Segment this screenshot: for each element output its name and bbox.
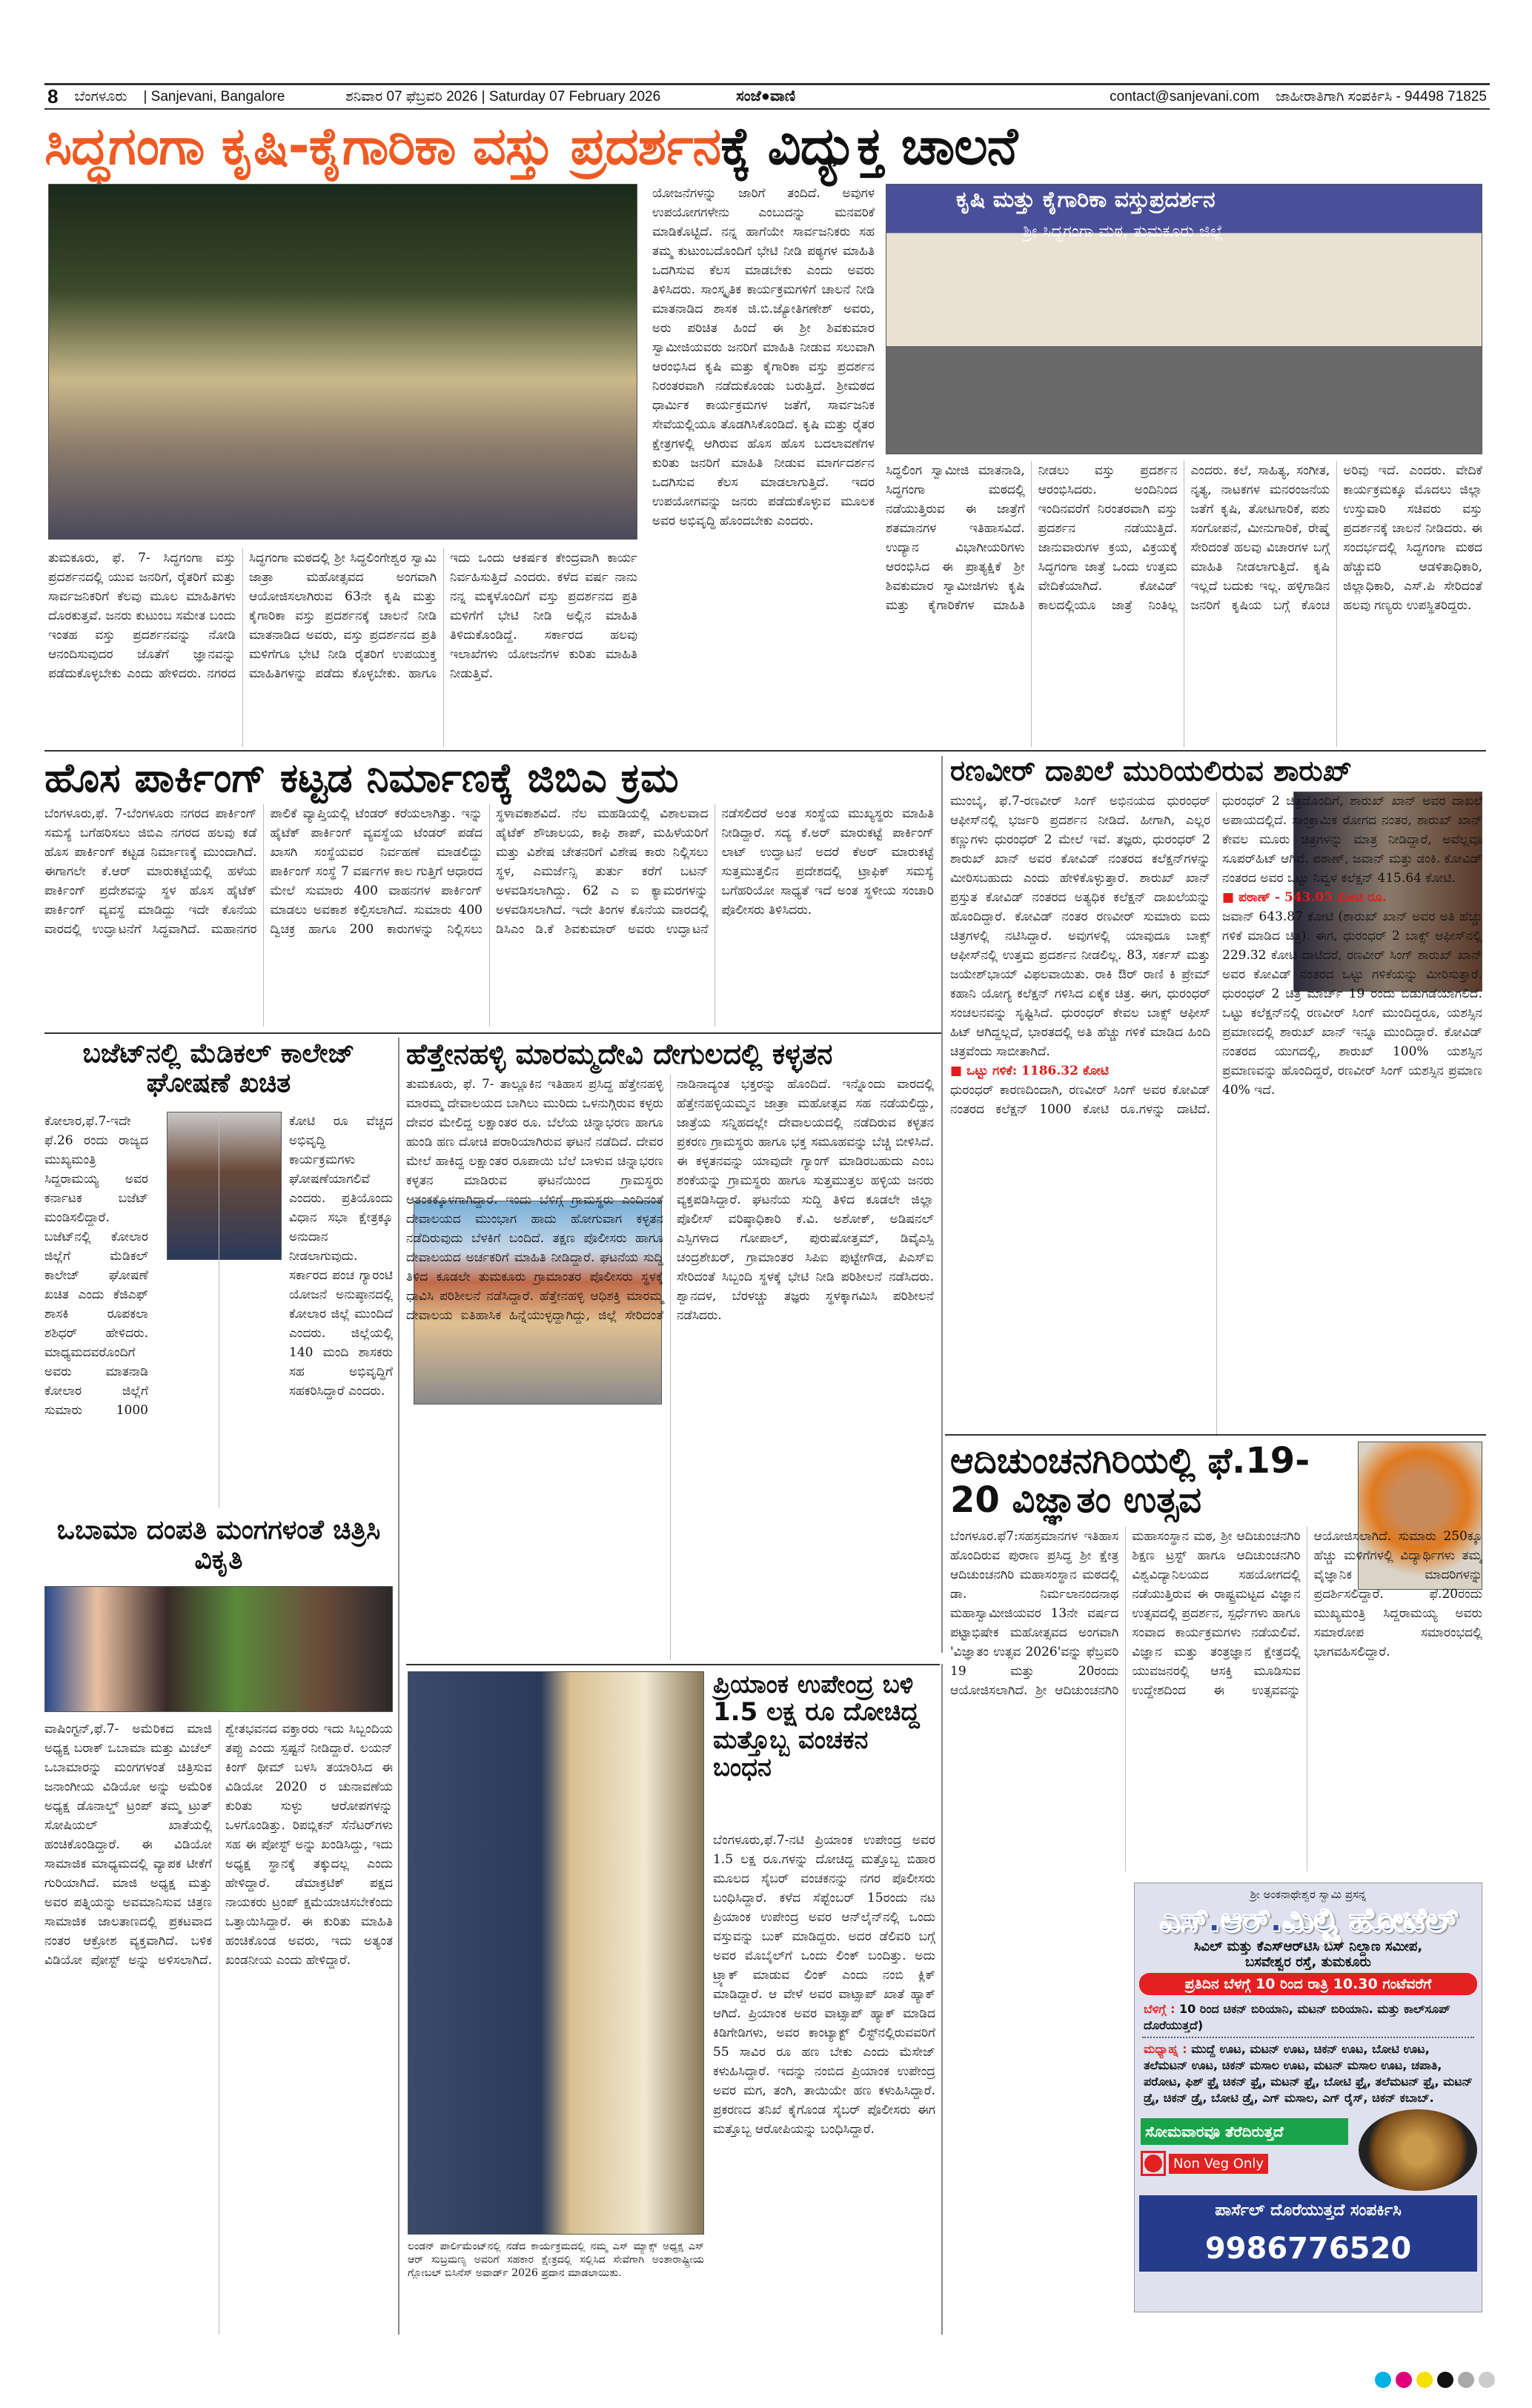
lead-headline-orange: ಸಿದ್ಧಗಂಗಾ ಕೃಷಿ-ಕೈಗಾರಿಕಾ ವಸ್ತು ಪ್ರದರ್ಶನ — [44, 116, 721, 176]
divider — [44, 750, 1486, 752]
ranveer-body — [950, 792, 1482, 1436]
page-header — [44, 83, 1490, 110]
ad-morning-menu — [1135, 1998, 1482, 2037]
ad-hotel-name: ಎಸ್.ಆರ್.ಮಿಲ್ಟ್ರಿ ಹೋಟೆಲ್ — [1158, 1901, 1458, 1939]
parking-body: ಬೆಂಗಳೂರು,ಫೆ. 7-ಬೆಂಗಳೂರು ನಗರದ ಪಾರ್ಕಿಂಗ್ ಸಮಸ್ಯೆ ಬಗೆಹರಿಸಲು ಜಿಬಿಎ ನಗರದ ಹಲವು ಕಡೆ ಹೊಸ ಪಾರ್ಕಿಂಗ್ ಕಟ್ಟಡ ನಿರ್ಮಾಣಕ್ಕೆ ಮುಂದಾಗಿದೆ. ಈಗಾಗಲೇ ಕೆ.ಆರ್ ಮಾರುಕಟ್ಟೆಯಲ್ಲಿ ಹಳೆಯ ಪಾರ್ಕಿಂಗ್ ಪ್ರದೇಶವನ್ನು ಸ್ಥಳ ಹೊಸ ಹೈಟೆಕ್ ಪಾರ್ಕಿಂಗ್ ವ್ಯವಸ್ಥೆ ಮಾಡಿದ್ದು ಇದೇ ಕೊನೆಯ ವಾರದಲ್ಲಿ ಉದ್ಘಾಟನೆಗೆ ಸಿದ್ಧವಾಗಿದೆ. ಮಹಾನಗರ ಪಾಲಿಕೆ ವ್ಯಾಪ್ತಿಯಲ್ಲಿ ಟೆಂಡರ್ ಕರೆಯಲಾಗಿತ್ತು. ಇನ್ನು ಹೈಟೆಕ್ ಪಾರ್ಕಿಂಗ್ ವ್ಯವಸ್ಥೆಯ ಟೆಂಡರ್ ಪಡೆದ ಖಾಸಗಿ ಸಂಸ್ಥೆಯವರ ನಿರ್ವಹಣೆ ಮಾಡಲಿದ್ದು ಪಾರ್ಕಿಂಗ್ ಸಂಸ್ಥೆ 7 ವರ್ಷಗಳ ಕಾಲ ಗುತ್ತಿಗೆ ಆಧಾರದ ಮೇಲೆ ಸುಮಾರು 400 ವಾಹನಗಳ ಪಾರ್ಕಿಂಗ್ ಮಾಡಲು ಅವಕಾಶ ಕಲ್ಪಿಸಲಾಗಿದೆ. ಸುಮಾರು 400 ದ್ವಿಚಕ್ರ ಹಾಗೂ 200 ಕಾರುಗಳನ್ನು ನಿಲ್ಲಿಸಲು ಸ್ಥಳಾವಕಾಶವಿದೆ. ನೆಲ ಮಹಡಿಯಲ್ಲಿ ವಿಶಾಲವಾದ ಹೈಟೆಕ್ ಶೌಚಾಲಯ, ಕಾಫಿ ಶಾಪ್, ಮಹಿಳೆಯರಿಗೆ ಮತ್ತು ವಿಶೇಷ ಚೇತನರಿಗೆ ವಿಶೇಷ ಕಾರು ನಿಲ್ಲಿಸಲು ಸ್ಥಳ, ಎಮರ್ಜೆನ್ಸಿ ತುರ್ತು ಕರೆಗೆ ಬಟನ್ ಅಳವಡಿಸಲಾಗಿದ್ದು. 62 ಎ ಐ ಕ್ಯಾಮರಗಳನ್ನು ಅಳವಡಿಸಲಾಗಿದೆ. ಇದೇ ತಿಂಗಳ ಕೊನೆಯ ವಾರದಲ್ಲಿ ಡಿಸಿಎಂ ಡಿ.ಕೆ ಶಿವಕುಮಾರ್ ಅವರು ಉದ್ಘಾಟನೆ ನಡೆಸಲಿದರೆ ಅಂತ ಸಂಸ್ಥೆಯ ಮುಖ್ಯಸ್ಥರು ಮಾಹಿತಿ ನೀಡಿದ್ದಾರೆ. ಸದ್ಯ ಕೆ.ಅರ್ ಮಾರುಕಟ್ಟೆ ಪಾರ್ಕಿಂಗ್ ಲಾಟ್ ಉದ್ಘಾಟನೆ ಅದರೆ ಕೆಅರ್ ಮಾರುಕಟ್ಟೆ ಸುತ್ತಮುತ್ತಲಿನ ಪ್ರದೇಶದಲ್ಲಿ ಟ್ರಾಫಿಕ್ ಸಮಸ್ಯೆ ಬಗೆಹರಿಯೋ ಸಾಧ್ಯತೆ ಇದೆ ಅಂತ ಸ್ಥಳೀಯ ಸಂಚಾರಿ ಪೊಲೀಸರು ತಿಳಿಸಿದರು. — [44, 806, 934, 937]
ad-morning-label: ಬೆಳಿಗ್ಗೆ : — [1144, 2002, 1175, 2016]
ad-parcel: ಪಾರ್ಸೆಲ್ ದೊರೆಯುತ್ತದೆ ಸಂಪರ್ಕಿಸಿ — [1139, 2195, 1477, 2226]
ranveer-subhead-total: ■ ಒಟ್ಟು ಗಳಿಕೆ: 1186.32 ಕೋಟಿ — [950, 1064, 1110, 1078]
ranveer-body-2: ಧುರಂಧರ್ ಕಾರಣದಿಂದಾಗಿ, ರಣವೀರ್ ಸಿಂಗ್ ಅವರ ಕೋವಿಡ್ ನಂತರದ ಕಲೆಕ್ಷನ್ 1000 ಕೋಟಿ ರೂ.ಗಳನ್ನು ದಾಟಿದೆ. ಧುರಂಧರ್ 2 ಚಿತ್ರದೊಂದಿಗೆ, ಶಾರುಖ್ ಖಾನ್ ಅವರ ದಾಖಲೆ ಅಪಾಯದಲ್ಲಿದೆ. ಸಾಂಕ್ರಾಮಿಕ ರೋಗದ ನಂತರ, ಶಾರುಖ್ ಖಾನ್ ಕೇವಲ ಮೂರು ಚಿತ್ರಗಳನ್ನು ಮಾತ್ರ ನೀಡಿದ್ದಾರೆ, ಅವೆಲ್ಲವೂ ಸೂಪರ್‌ಹಿಟ್ ಆಗಿವೆ. ಪಠಾಣ್, ಜವಾನ್ ಮತ್ತು ಡಂಕಿ. ಕೋವಿಡ್ ನಂತರದ ಅವರ ಒಟ್ಟು ನಿವ್ವಳ ಕಲೆಕ್ಷನ್ 415.64 ಕೋಟಿ. — [950, 794, 1482, 1117]
obama-headline: ಒಬಾಮಾ ದಂಪತಿ ಮಂಗಗಳಂತೆ ಚಿತ್ರಿಸಿ ವಿಕೃತಿ — [56, 1515, 381, 1575]
column-divider — [398, 1038, 399, 2335]
non-veg-icon — [1141, 2151, 1166, 2176]
column-divider — [941, 756, 943, 1653]
lead-body-mid: ಯೋಜನೆಗಳನ್ನು ಜಾರಿಗೆ ತಂದಿದೆ. ಅವುಗಳ ಉಪಯೋಗಗಳೇನು ಎಂಬುದನ್ನು ಮನವರಿಕೆ ಮಾಡಿಕೊಟ್ಟಿದೆ. ನನ್ನ ಹಾಗೆಯೇ ಸಾರ್ವಜನಿಕರು ಸಹ ತಮ್ಮ ಕುಟುಂಬದೊಂದಿಗೆ ಭೇಟಿ ನೀಡಿ ಪಠ್ಯಗಳ ಮಾಹಿತಿ ಒದಗಿಸುವ ಕೆಲಸ ಮಾಡಬೇಕು ಎಂದು ಅವರು ತಿಳಿಸಿದರು. ಸಾಂಸ್ಕೃತಿಕ ಕಾರ್ಯಕ್ರಮಗಳಿಗೆ ಚಾಲನೆ ನೀಡಿ ಮಾತನಾಡಿದ ಶಾಸಕ ಜಿ.ಬಿ.ಜ್ಯೋತಿಗಣೇಶ್ ಅವರು, ಅರು ಪರಿಚಿತ ಹಿಂದೆ ಈ ಶ್ರೀ ಶಿವಕುಮಾರ ಸ್ವಾಮೀಜಿಯವರು ಜನರಿಗೆ ಮಾಹಿತಿ ನೀಡುವ ಸಲುವಾಗಿ ಆರಂಭಿಸಿದ ಕೃಷಿ ಮತ್ತು ಕೈಗಾರಿಕಾ ವಸ್ತು ಪ್ರದರ್ಶನ ನಿರಂತರವಾಗಿ ನಡೆದುಕೊಂಡು ಬರುತ್ತಿದೆ. ಶ್ರೀಮಠದ ಧಾರ್ಮಿಕ ಕಾರ್ಯಕ್ರಮಗಳ ಜತೆಗೆ, ಸಾರ್ವಜನಿಕ ಸೇವೆಯಲ್ಲಿಯೂ ತೊಡಗಿಸಿಕೊಂಡಿದೆ. ಕೃಷಿ ಮತ್ತು ರೈತರ ಕ್ಷೇತ್ರಗಳಲ್ಲಿ ಆಗಿರುವ ಹೊಸ ಹೊಸ ಬದಲಾವಣೆಗಳ ಕುರಿತು ಜನರಿಗೆ ಮಾಹಿತಿ ನೀಡುವ ಮಾರ್ಗದರ್ಶನ ಒದಗಿಸುವ ಕೆಲಸ ಮಾಡಲಾಗುತ್ತಿದೆ. ಇದರ ಉಪಯೋಗವನ್ನು ಜನರು ಪಡೆದುಕೊಳ್ಳುವ ಮೂಲಕ ಅವರ ಅಭಿವೃದ್ಧಿ ಹೊಂದಬೇಕು ಎಂದರು. — [652, 186, 875, 528]
parking-headline: ಹೊಸ ಪಾರ್ಕಿಂಗ್ ಕಟ್ಟಡ ನಿರ್ಮಾಣಕ್ಕೆ ಜಿಬಿಎ ಕ್ರಮ — [44, 754, 679, 801]
medical-body: ಕೋಲಾರ,ಫೆ.7-ಇದೇ ಫೆ.26 ರಂದು ರಾಜ್ಯದ ಮುಖ್ಯಮಂತ್ರಿ ಸಿದ್ದರಾಮಯ್ಯ ಅವರ ಕರ್ನಾಟಕ ಬಜೆಟ್ ಮಂಡಿಸಲಿದ್ದಾರೆ. ಬಜೆಟ್‌ನಲ್ಲಿ ಕೋಲಾರ ಜಿಲ್ಲೆಗೆ ಮೆಡಿಕಲ್ ಕಾಲೇಜ್ ಘೋಷಣೆ ಖಚಿತ ಎಂದು ಕೆಜಿಎಫ್ ಶಾಸಕಿ ರೂಪಕಲಾ ಶಶಿಧರ್ ಹೇಳಿದರು. ಮಾಧ್ಯಮದವರೊಂದಿಗೆ ಅವರು ಮಾತನಾಡಿ ಕೋಲಾರ ಜಿಲ್ಲೆಗೆ ಸುಮಾರು 1000 ಕೋಟಿ ರೂ ವೆಚ್ಚದ ಅಭಿವೃದ್ಧಿ ಕಾರ್ಯಕ್ರಮಗಳು ಘೋಷಣೆಯಾಗಲಿವೆ ಎಂದರು. ಪ್ರತಿಯೊಂದು ವಿಧಾನ ಸಭಾ ಕ್ಷೇತ್ರಕ್ಕೂ ಅನುದಾನ ನೀಡಲಾಗುವುದು. ಸರ್ಕಾರದ ಪಂಚ ಗ್ಯಾರಂಟಿ ಯೋಜನೆ ಅನುಷ್ಠಾನದಲ್ಲಿ ಕೋಲಾರ ಜಿಲ್ಲೆ ಮುಂದಿದೆ ಎಂದರು. ಜಿಲ್ಲೆಯಲ್ಲಿ 140 ಮಂದಿ ಶಾಸಕರು ಸಹ ಅಭಿವೃದ್ಧಿಗೆ ಸಹಕರಿಸಿದ್ದಾರೆ ಎಂದರು. — [44, 1114, 393, 1418]
divider — [406, 1664, 940, 1665]
ads-contact: ಜಾಹೀರಾತಿಗಾಗಿ ಸಂಪರ್ಕಿಸಿ - 94498 71825 — [1276, 88, 1487, 105]
ad-badge-row — [1135, 2109, 1482, 2195]
priyanka-headline: ಪ್ರಿಯಾಂಕ ಉಪೇಂದ್ರ ಬಳಿ 1.5 ಲಕ್ಷ ರೂ ದೋಚಿದ್ದ ಮತ್ತೊಬ್ಬ ವಂಚಕನ ಬಂಧನ — [713, 1670, 920, 1783]
obama-body: ವಾಷಿಂಗ್ಟನ್,ಫೆ.7- ಅಮೆರಿಕದ ಮಾಜಿ ಅಧ್ಯಕ್ಷ ಬರಾಕ್ ಒಬಾಮಾ ಮತ್ತು ಮಿಚೆಲ್ ಒಬಾಮಾರನ್ನು ಮಂಗಗಳಂತೆ ಚಿತ್ರಿಸುವ ಜನಾಂಗೀಯ ವಿಡಿಯೋ ಅನ್ನು ಅಮೆರಿಕ ಅಧ್ಯಕ್ಷ ಡೊನಾಲ್ಡ್ ಟ್ರಂಪ್ ತಮ್ಮ ಟ್ರುತ್ ಸೋಷಿಯಲ್ ಖಾತೆಯಲ್ಲಿ ಹಂಚಿಕೊಂಡಿದ್ದಾರೆ. ಈ ವಿಡಿಯೋ ಸಾಮಾಜಿಕ ಮಾಧ್ಯಮದಲ್ಲಿ ವ್ಯಾಪಕ ಟೀಕೆಗೆ ಗುರಿಯಾಗಿದೆ. ಮಾಜಿ ಅಧ್ಯಕ್ಷ ಮತ್ತು ಅವರ ಪತ್ನಿಯನ್ನು ಅವಮಾನಿಸುವ ಚಿತ್ರಣ ಸಾಮಾಜಿಕ ಜಾಲತಾಣದಲ್ಲಿ ಪ್ರಕಟವಾದ ನಂತರ ಆಕ್ರೋಶ ವ್ಯಕ್ತವಾಗಿದೆ. ಬಳಿಕ ವಿಡಿಯೋ ಪೋಸ್ಟ್ ಅನ್ನು ಅಳಿಸಲಾಗಿದೆ. ಶ್ವೇತಭವನದ ವಕ್ತಾರರು ಇದು ಸಿಬ್ಬಂದಿಯ ತಪ್ಪು ಎಂದು ಸ್ಪಷ್ಟನೆ ನೀಡಿದ್ದಾರೆ. ಲಯನ್ ಕಿಂಗ್ ಥೀಮ್ ಬಳಸಿ ತಯಾರಿಸಿದ ಈ ವಿಡಿಯೋ 2020 ರ ಚುನಾವಣೆಯ ಕುರಿತು ಸುಳ್ಳು ಆರೋಪಗಳನ್ನು ಒಳಗೊಂಡಿತ್ತು. ರಿಪಬ್ಲಿಕನ್ ಸೆನೆಟರ್‌ಗಳು ಸಹ ಈ ಪೋಸ್ಟ್ ಅನ್ನು ಖಂಡಿಸಿದ್ದು, ಇದು ಅಧ್ಯಕ್ಷ ಸ್ಥಾನಕ್ಕೆ ತಕ್ಕುದಲ್ಲ ಎಂದು ಹೇಳಿದ್ದಾರೆ. ಡೆಮಾಕ್ರಟಿಕ್ ಪಕ್ಷದ ನಾಯಕರು ಟ್ರಂಪ್ ಕ್ಷಮೆಯಾಚಿಸಬೇಕೆಂದು ಒತ್ತಾಯಿಸಿದ್ದಾರೆ. ಈ ಕುರಿತು ಮಾಹಿತಿ ಹಂಚಿಕೊಂಡ ಅವರು, ಇದು ಅತ್ಯಂತ ಖಂಡನೀಯ ಎಂದು ಹೇಳಿದ್ದಾರೆ. — [44, 1722, 393, 1968]
temple-headline: ಹೆತ್ತೇನಹಳ್ಳಿ ಮಾರಮ್ಮದೇವಿ ದೇಗುಲದಲ್ಲಿ ಕಳ್ಳತನ — [406, 1038, 833, 1070]
contact-email[interactable]: contact@sanjevani.com — [1110, 88, 1260, 105]
hotel-advertisement — [1134, 1883, 1482, 2312]
lead-banner-text: ಕೃಷಿ ಮತ್ತು ಕೈಗಾರಿಕಾ ವಸ್ತುಪ್ರದರ್ಶನ — [956, 187, 1216, 213]
medical-headline: ಬಜೆಟ್‌ನಲ್ಲಿ ಮೆಡಿಕಲ್ ಕಾಲೇಜ್ ಘೋಷಣೆ ಖಚಿತ — [82, 1038, 355, 1098]
adichunchana-body: ಬೆಂಗಳೂರ.ಫೆ7:ಸಹಸ್ರಮಾನಗಳ ಇತಿಹಾಸ ಹೊಂದಿರುವ ಪುರಾಣ ಪ್ರಸಿದ್ಧ ಶ್ರೀ ಕ್ಷೇತ್ರ ಆದಿಚುಂಚನಗಿರಿ ಮಹಾಸಂಸ್ಥಾನ ಮಠದಲ್ಲಿ ಡಾ. ನಿರ್ಮಲಾನಂದನಾಥ ಮಹಾಸ್ವಾಮೀಜಿಯವರ 13ನೇ ವರ್ಷದ ಪಟ್ಟಾಭಿಷೇಕ ಮಹೋತ್ಸವದ ಅಂಗವಾಗಿ 'ವಿಜ್ಞಾತಂ ಉತ್ಸವ 2026'ವನ್ನು ಫೆಬ್ರವರಿ 19 ಮತ್ತು 20ರಂದು ಆಯೋಜಿಸಲಾಗಿದೆ. ಶ್ರೀ ಆದಿಚುಂಚನಗಿರಿ ಮಹಾಸಂಸ್ಥಾನ ಮಠ, ಶ್ರೀ ಆದಿಚುಂಚನಗಿರಿ ಶಿಕ್ಷಣ ಟ್ರಸ್ಟ್ ಹಾಗೂ ಆದಿಚುಂಚನಗಿರಿ ವಿಶ್ವವಿದ್ಯಾನಿಲಯದ ಸಹಯೋಗದಲ್ಲಿ ನಡೆಯುತ್ತಿರುವ ಈ ರಾಷ್ಟ್ರಮಟ್ಟದ ವಿಜ್ಞಾನ ಉತ್ಸವದಲ್ಲಿ ಪ್ರದರ್ಶನ, ಸ್ಪರ್ಧೆಗಳು ಹಾಗೂ ಸಂವಾದ ಕಾರ್ಯಕ್ರಮಗಳು ನಡೆಯಲಿವೆ. ವಿಜ್ಞಾನ ಮತ್ತು ತಂತ್ರಜ್ಞಾನ ಕ್ಷೇತ್ರದಲ್ಲಿ ಯುವಜನರಲ್ಲಿ ಆಸಕ್ತಿ ಮೂಡಿಸುವ ಉದ್ದೇಶದಿಂದ ಈ ಉತ್ಸವವನ್ನು ಆಯೋಜಿಸಲಾಗಿದೆ. ಸುಮಾರು 250ಕ್ಕೂ ಹೆಚ್ಚು ಮಳಿಗೆಗಳಲ್ಲಿ ವಿದ್ಯಾರ್ಥಿಗಳು ತಮ್ಮ ವೈಜ್ಞಾನಿಕ ಮಾದರಿಗಳನ್ನು ಪ್ರದರ್ಶಿಸಲಿದ್ದಾರೆ. ಫೆ.20ರಂದು ಮುಖ್ಯಮಂತ್ರಿ ಸಿದ್ದರಾಮಯ್ಯ ಅವರು ಸಮಾರೋಪ ಸಮಾರಂಭದಲ್ಲಿ ಭಾಗವಹಿಸಲಿದ್ದಾರೆ. — [950, 1529, 1482, 1698]
ad-open-monday: ಸೋಮವಾರವೂ ತೆರೆದಿರುತ್ತದೆ — [1141, 2118, 1348, 2145]
masthead-logo: ಸಂಜೆ●ವಾಣಿ — [736, 88, 796, 105]
ad-noon-label: ಮಧ್ಯಾಹ್ನ : — [1144, 2042, 1187, 2056]
lead-banner-subtext: ಶ್ರೀ ಸಿದ್ಧಗಂಗಾ ಮಠ, ತುಮಕೂರು ಜಿಲ್ಲೆ — [1023, 222, 1224, 241]
divider — [945, 1434, 1486, 1436]
lead-photo-ribbon-cutting — [48, 184, 637, 540]
ad-noon-items: ಮುದ್ದೆ ಊಟ, ಮಟನ್ ಊಟ, ಚಿಕನ್ ಊಟ, ಬೋಟಿ ಊಟ, ತಲೆಮಟನ್ ಊಟ, ಚಿಕನ್ ಮಸಾಲ ಊಟ, ಮಟನ್ ಮಸಾಲ ಊಟ, ಚಪಾತಿ, ಪರೋಟ, ಫಿಶ್ ಫ್ರೈ ಚಿಕನ್ ಫ್ರೈ, ಮಟನ್ ಫ್ರೈ, ಬೋಟಿ ಫ್ರೈ, ತಲೆಮಟನ್ ಫ್ರೈ, ಮಟನ್ ಡ್ರೈ, ಚಿಕನ್ ಡ್ರೈ, ಬೋಟಿ ಡ್ರೈ, ಎಗ್ ಮಸಾಲ, ಎಗ್ ರೈಸ್, ಚಿಕನ್ ಕಬಾಬ್. — [1144, 2042, 1473, 2105]
award-photo-caption: ಲಂಡನ್ ಪಾರ್ಲಿಮೆಂಟ್‌ನಲ್ಲಿ ನಡೆದ ಕಾರ್ಯಕ್ರಮದಲ್ಲಿ ನಮ್ಮ ಎಸ್ ಮ್ಯಾಕ್ಸ್ ಅಧ್ಯಕ್ಷ ಎಸ್ ಆರ್ ಸುಬ್ರಮಣ್ಯ ಅವರಿಗೆ ಸಹಕಾರ ಕ್ಷೇತ್ರದಲ್ಲಿ ಸಲ್ಲಿಸಿದ ಸೇವೆಗಾಗಿ ಅಂತಾರಾಷ್ಟ್ರೀಯ ಗ್ಲೋಬಲ್ ಬಿಸಿನೆಸ್ ಅವಾರ್ಡ್ 2026 ಪ್ರದಾನ ಮಾಡಲಾಯಿತು. — [408, 2240, 704, 2279]
lead-body-right: ಸಿದ್ಧಲಿಂಗ ಸ್ವಾಮೀಜಿ ಮಾತನಾಡಿ, ಸಿದ್ಧಗಂಗಾ ಮಠದಲ್ಲಿ ನಡೆಯುತ್ತಿರುವ ಈ ಜಾತ್ರೆಗೆ ಶತಮಾನಗಳ ಇತಿಹಾಸವಿದೆ. ಉದ್ಯಾನ ವಿಭಾಗೀಯರಿಗಳು ಆರಂಭಿಸಿದ ಈ ಪ್ರಾತ್ಯಕ್ಷಿಕೆ ಶ್ರೀ ಶಿವಕುಮಾರ ಸ್ವಾಮೀಜಿಗಳು ಕೃಷಿ ಮತ್ತು ಕೈಗಾರಿಕೆಗಳ ಮಾಹಿತಿ ನೀಡಲು ವಸ್ತು ಪ್ರದರ್ಶನ ಆರಂಭಿಸಿದರು. ಅಂದಿನಿಂದ ಇಂದಿನವರೆಗೆ ನಿರಂತರವಾಗಿ ವಸ್ತು ಪ್ರದರ್ಶನ ನಡೆಯುತ್ತಿದೆ. ಜಾನುವಾರುಗಳ ಕ್ರಯ, ವಿಕ್ರಯಕ್ಕೆ ಸಿದ್ಧಗಂಗಾ ಜಾತ್ರೆ ಒಂದು ಉತ್ತಮ ವೇದಿಕೆಯಾಗಿದೆ. ಕೋವಿಡ್ ಕಾಲದಲ್ಲಿಯೂ ಜಾತ್ರೆ ನಿಂತಿಲ್ಲ ಎಂದರು. ಕಲೆ, ಸಾಹಿತ್ಯ, ಸಂಗೀತ, ನೃತ್ಯ, ನಾಟಕಗಳ ಮನರಂಜನೆಯ ಜತೆಗೆ ಕೃಷಿ, ತೋಟಗಾರಿಕೆ, ಪಶು ಸಂಗೋಪನೆ, ಮೀನುಗಾರಿಕೆ, ರೇಷ್ಮೆ ಸೇರಿದಂತೆ ಹಲವು ವಿಚಾರಗಳ ಬಗ್ಗೆ ಮಾಹಿತಿ ನೀಡಲಾಗುತ್ತಿದೆ. ಕೃಷಿ ಇಲ್ಲದೆ ಬದುಕು ಇಲ್ಲ. ಹಳ್ಳಿಗಾಡಿನ ಜನರಿಗೆ ಕೃಷಿಯ ಬಗ್ಗೆ ಕೊಂಚ ಅರಿವು ಇದೆ. ಎಂದರು. ವೇದಿಕೆ ಕಾರ್ಯಕ್ರಮಕ್ಕೂ ಮೊದಲು ಜಿಲ್ಲಾ ಉಸ್ತುವಾರಿ ಸಚಿವರು ವಸ್ತು ಪ್ರದರ್ಶನಕ್ಕೆ ಚಾಲನೆ ನೀಡಿದರು. ಈ ಸಂದರ್ಭದಲ್ಲಿ ಸಿದ್ಧಗಂಗಾ ಮಠದ ಹೆಚ್ಚುವರಿ ಆಡಳಿತಾಧಿಕಾರಿ, ಜಿಲ್ಲಾಧಿಕಾರಿ, ಎಸ್.ಪಿ ಸೇರಿದಂತೆ ಹಲವು ಗಣ್ಯರು ಉಪಸ್ಥಿತರಿದ್ದರು. — [886, 463, 1482, 613]
ad-blessing: ಶ್ರೀ ಅಂಕನಾಥೇಶ್ವರ ಸ್ವಾಮಿ ಪ್ರಸನ್ನ — [1250, 1888, 1367, 1901]
print-registration-dots — [1375, 2372, 1495, 2388]
lead-headline — [44, 113, 1490, 179]
ranveer-body-1: ಮುಂಬೈ, ಫೆ.7-ರಣವೀರ್ ಸಿಂಗ್ ಅಭಿನಯದ ಧುರಂಧರ್ ಆಫೀಸ್‌ನಲ್ಲಿ ಭರ್ಜರಿ ಪ್ರದರ್ಶನ ನೀಡಿದೆ. ಹೀಗಾಗಿ, ಎಲ್ಲರ ಕಣ್ಣುಗಳು ಧುರಂಧರ್ 2 ಮೇಲೆ ಇವೆ. ತಜ್ಞರು, ಧುರಂಧರ್ 2 ಶಾರುಖ್ ಖಾನ್ ಅವರ ಕೋವಿಡ್ ನಂತರದ ಕಲೆಕ್ಷನ್‌ಗಳನ್ನು ಮೀರಿಸಬಹುದು ಎಂದು ಹೇಳಿಕೊಳ್ಳುತ್ತಾರೆ. ಶಾರುಖ್ ಖಾನ್ ಪ್ರಸ್ತುತ ಕೋವಿಡ್ ನಂತರದ ಅತ್ಯಧಿಕ ಕಲೆಕ್ಷನ್ ದಾಖಲೆಯನ್ನು ಹೊಂದಿದ್ದಾರೆ. ಕೋವಿಡ್ ನಂತರ ರಣವೀರ್ ಸುಮಾರು ಐದು ಚಿತ್ರಗಳಲ್ಲಿ ನಟಿಸಿದ್ದಾರೆ. ಅವುಗಳಲ್ಲಿ ಯಾವುದೂ ಬಾಕ್ಸ್ ಆಫೀಸ್‌ನಲ್ಲಿ ಉತ್ತಮ ಪ್ರದರ್ಶನ ನೀಡಲಿಲ್ಲ. 83, ಸರ್ಕಸ್ ಮತ್ತು ಜಯೇಶ್‌ಭಾಯ್ ವಿಫಲವಾಯಿತು. ರಾಕಿ ಔರ್ ರಾಣಿ ಕಿ ಪ್ರೇಮ್ ಕಹಾನಿ ಯೋಗ್ಯ ಕಲೆಕ್ಷನ್ ಗಳಿಸಿದ ಏಕೈಕ ಚಿತ್ರ. ಈಗ, ಧುರಂಧರ್ ಸಂಚಲನವನ್ನು ಸೃಷ್ಟಿಸಿದೆ. ಧುರಂಧರ್ ಕೇವಲ ಬಾಕ್ಸ್ ಆಫೀಸ್ ಹಿಟ್ ಆಗಿದ್ದಲ್ಲದೆ, ಭಾರತದಲ್ಲಿ ಅತಿ ಹೆಚ್ಚು ಗಳಿಕೆ ಮಾಡಿದ ಹಿಂದಿ ಚಿತ್ರವೆಂದು ಸಾಬೀತಾಗಿದೆ. — [950, 794, 1210, 1059]
temple-body: ತುಮಕೂರು, ಫೆ. 7- ತಾಲ್ಲೂಕಿನ ಇತಿಹಾಸ ಪ್ರಸಿದ್ಧ ಹೆತ್ತೇನಹಳ್ಳಿ ಮಾರಮ್ಮ ದೇವಾಲಯದ ಬಾಗಿಲು ಮುರಿದು ಒಳನುಗ್ಗಿರುವ ಕಳ್ಳರು ದೇವರ ಮೇಲಿದ್ದ ಲಕ್ಷಾಂತರ ರೂ. ಬೆಲೆಯ ಚಿನ್ನಾಭರಣ ಹಾಗೂ ಹುಂಡಿ ಹಣ ದೋಚಿ ಪರಾರಿಯಾಗಿರುವ ಘಟನೆ ನಡೆದಿದೆ. ದೇವರ ಮೇಲೆ ಹಾಕಿದ್ದ ಲಕ್ಷಾಂತರ ರೂಪಾಯಿ ಬೆಲೆ ಬಾಳುವ ಚಿನ್ನಾಭರಣ ಕಳ್ಳತನ ಮಾಡಿರುವ ಘಟನೆಯಿಂದ ಗ್ರಾಮಸ್ಥರು ಆತಂಕಕ್ಕೊಳಗಾಗಿದ್ದಾರೆ. ಇಂದು ಬೆಳಿಗ್ಗೆ ಗ್ರಾಮಸ್ಥರು ಎಂದಿನಂತೆ ದೇವಾಲಯದ ಮುಂಭಾಗ ಹಾದು ಹೋಗುವಾಗ ಕಳ್ಳತನ ನಡೆದಿರುವುದು ಬೆಳಕಿಗೆ ಬಂದಿದೆ. ತಕ್ಷಣ ಪೊಲೀಸರು ಹಾಗೂ ದೇವಾಲಯದ ಅರ್ಚಕರಿಗೆ ಮಾಹಿತಿ ನೀಡಿದ್ದಾರೆ. ಘಟನೆಯ ಸುದ್ದಿ ತಿಳಿದ ಕೂಡಲೇ ತುಮಕೂರು ಗ್ರಾಮಾಂತರ ಪೊಲೀಸರು ಸ್ಥಳಕ್ಕೆ ಧಾವಿಸಿ ಪರಿಶೀಲನೆ ನಡೆಸಿದ್ದಾರೆ. ಹೆತ್ತೇನಹಳ್ಳಿ ಆಧಿಶಕ್ತಿ ಮಾರಮ್ಮ ದೇವಾಲಯ ಐತಿಹಾಸಿಕ ಹಿನ್ನೆಯುಳ್ಳದ್ದಾಗಿದ್ದು, ಜಿಲ್ಲೆ ಸೇರಿದಂತೆ ನಾಡಿನಾದ್ಯಂತ ಭಕ್ತರನ್ನು ಹೊಂದಿದೆ. ಇನ್ನೊಂದು ವಾರದಲ್ಲಿ ಹೆತ್ತೇನಹಳ್ಳಿಯಮ್ಮನ ಜಾತ್ರಾ ಮಹೋತ್ಸವ ಸಹ ನಡೆಯಲಿದ್ದು, ಜಾತ್ರೆಯ ಸನ್ನಿಹದಲ್ಲೇ ದೇವಾಲಯದಲ್ಲಿ ನಡೆದಿರುವ ಕಳ್ಳತನ ಪ್ರಕರಣ ಗ್ರಾಮಸ್ಥರು ಹಾಗೂ ಭಕ್ತ ಸಮೂಹವನ್ನು ಬೆಚ್ಚಿ ಬೀಳಿಸಿದೆ. ಈ ಕಳ್ಳತನವನ್ನು ಯಾವುದೇ ಗ್ಯಾಂಗ್ ಮಾಡಿರಬಹುದು ಎಂಬ ಶಂಕೆಯನ್ನು ಗ್ರಾಮಸ್ಥರು ಹಾಗೂ ಸುತ್ತಮುತ್ತಲ ಹಳ್ಳಿಯ ಜನರು ವ್ಯಕ್ತಪಡಿಸಿದ್ದಾರೆ. ಘಟನೆಯ ಸುದ್ದಿ ತಿಳಿದ ಕೂಡಲೇ ಜಿಲ್ಲಾ ಪೊಲೀಸ್ ವರಿಷ್ಠಾಧಿಕಾರಿ ಕೆ.ವಿ. ಅಶೋಕ್, ಅಡಿಷನಲ್ ಎಸ್ಪಿಗಳಾದ ಗೋಪಾಲ್, ಪುರುಷೋತ್ತಮ್, ಡಿವೈಎಸ್ಪಿ ಚಂದ್ರಶೇಖರ್, ಗ್ರಾಮಾಂತರ ಸಿಪಿಐ ಪುಟ್ಟೇಗೌಡ, ಪಿಎಸ್‌ಐ ಸೇರಿದಂತೆ ಸಿಬ್ಬಂದಿ ಸ್ಥಳಕ್ಕೆ ಭೇಟಿ ನೀಡಿ ಪರಿಶೀಲನೆ ನಡೆಸಿದರು. ಶ್ವಾನದಳ, ಬೆರಳಚ್ಚು ತಜ್ಞರು ಸ್ಥಳಕ್ಕಾಗಮಿಸಿ ಪರಿಶೀಲನೆ ನಡೆಸಿದರು. — [406, 1077, 934, 1323]
ad-phone: 9986776520 — [1139, 2226, 1477, 2272]
ranveer-subhead-pathaan: ■ ಪಠಾಣ್ - 543.05 ಕೋಟಿ ರೂ. — [1222, 890, 1387, 905]
priyanka-body: ಬೆಂಗಳೂರು,ಫೆ.7-ನಟಿ ಪ್ರಿಯಾಂಕ ಉಪೇಂದ್ರ ಅವರ 1.5 ಲಕ್ಷ ರೂ.ಗಳನ್ನು ದೋಚಿದ್ದ ಮತ್ತೊಬ್ಬ ಬಿಹಾರ ಮೂಲದ ಸೈಬರ್ ವಂಚಕನನ್ನು ನಗರ ಪೊಲೀಸರು ಬಂಧಿಸಿದ್ದಾರೆ. ಕಳೆದ ಸೆಪ್ಟೆಂಬರ್ 15ರಂದು ನಟ ಪ್ರಿಯಾಂಕ ಉಪೇಂದ್ರ ಅವರ ಆನ್‌ಲೈನ್‌ನಲ್ಲಿ ಒಂದು ವಸ್ತುವನ್ನು ಬುಕ್ ಮಾಡಿದ್ದರು. ಅದರ ಡೆಲಿವರಿ ಬಗ್ಗೆ ಅವರ ಮೊಬೈಲ್‌ಗೆ ಒಂದು ಲಿಂಕ್ ಬಂದಿತ್ತು. ಅದು ಟ್ರ್ಯಾಕ್ ಮಾಡುವ ಲಿಂಕ್ ಎಂದು ನಂಬಿ ಕ್ಲಿಕ್ ಮಾಡಿದ್ದಾರೆ. ಆ ವೇಳೆ ಅವರ ವಾಟ್ಸಾಪ್ ಖಾತೆ ಹ್ಯಾಕ್ ಆಗಿದೆ. ಪ್ರಿಯಾಂಕ ಅವರ ವಾಟ್ಸಾಪ್ ಹ್ಯಾಕ್ ಮಾಡಿದ ಕಿಡಿಗೇಡಿಗಳು, ಅವರ ಕಾಂಟ್ಯಾಕ್ಟ್ ಲಿಸ್ಟ್‌ನಲ್ಲಿರುವವರಿಗೆ 55 ಸಾವಿರ ರೂ ಹಣ ಬೇಕು ಎಂದು ಮೆಸೇಜ್ ಕಳುಹಿಸಿದ್ದಾರೆ. ಇದನ್ನು ನಂಬಿದ ಪ್ರಿಯಾಂಕ ಉಪೇಂದ್ರ ಅವರ ಮಗ, ತಂಗಿ, ತಾಯಿಯೇ ಹಣ ಕಳುಹಿಸಿದ್ದಾರೆ. ಪ್ರಕರಣದ ತನಿಖೆ ಕೈಗೊಂಡ ಸೈಬರ್ ಪೊಲೀಸರು ಈಗ ಮತ್ತೊಬ್ಬ ಆರೋಪಿಯನ್ನು ಬಂಧಿಸಿದ್ದಾರೆ. — [713, 1833, 935, 2137]
adichunchana-headline: ಆದಿಚುಂಚನಗಿರಿಯಲ್ಲಿ ಫೆ.19-20 ವಿಜ್ಞಾತಂ ಉತ್ಸವ — [950, 1440, 1310, 1521]
divider — [44, 1032, 941, 1034]
lead-headline-black: ಕ್ಕೆ ವಿದ್ಯುಕ್ತ ಚಾಲನೆ — [720, 116, 1018, 176]
date: ಶನಿವಾರ 07 ಫೆಬ್ರವರಿ 2026 | Saturday 07 February 2026 — [345, 88, 661, 105]
ad-hours: ಪ್ರತಿದಿನ ಬೆಳಗ್ಗೆ 10 ರಿಂದ ರಾತ್ರಿ 10.30 ಗಂಟೆವರೆಗೆ — [1139, 1973, 1477, 1995]
page-number: 8 — [47, 85, 59, 107]
non-veg-badge — [1141, 2151, 1348, 2176]
ad-noon-menu — [1135, 2038, 1482, 2109]
food-platter-image — [1359, 2109, 1477, 2191]
ad-morning-items: 10 ರಿಂದ ಚಿಕನ್ ಬಿರಿಯಾನಿ, ಮಟನ್ ಬಿರಿಯಾನಿ. ಮತ್ತು ಕಾಲ್‌ಸೂಪ್ ದೊರೆಯುತ್ತದೆ) — [1144, 2002, 1450, 2032]
non-veg-label: Non Veg Only — [1169, 2154, 1268, 2174]
ranveer-body-3: ಜವಾನ್ 643.87 ಕೋಟಿ (ಶಾರುಖ್ ಖಾನ್ ಅವರ ಅತಿ ಹೆಚ್ಚು ಗಳಿಕೆ ಮಾಡಿದ ಚಿತ್ರ). ಈಗ, ಧುರಂಧರ್ 2 ಬಾಕ್ಸ್ ಆಫೀಸ್‌ನಲ್ಲಿ 229.32 ಕೋಟಿ ದಾಟಿದರೆ, ರಣವೀರ್ ಸಿಂಗ್ ಶಾರುಖ್ ಖಾನ್ ಅವರ ಕೋವಿಡ್ ನಂತರದ ಒಟ್ಟು ಗಳಿಕೆಯನ್ನು ಮೀರಿಸುತ್ತಾರೆ. ಧುರಂಧರ್ 2 ಚಿತ್ರ ಮಾರ್ಚ್ 19 ರಂದು ಬಿಡುಗಡೆಯಾಗಲಿದೆ. ಒಟ್ಟು ಕಲೆಕ್ಷನ್‌ನಲ್ಲಿ ರಣವೀರ್ ಸಿಂಗ್ ಮುಂದಿದ್ದರೂ, ಯಶಸ್ಸಿನ ಪ್ರಮಾಣದಲ್ಲಿ ಶಾರುಖ್ ಖಾನ್ ಇನ್ನೂ ಮುಂದಿದ್ದಾರೆ. ಕೋವಿಡ್ ನಂತರದ ಯುಗದಲ್ಲಿ, ಶಾರುಖ್ 100% ಯಶಸ್ಸಿನ ಪ್ರಮಾಣವನ್ನು ಹೊಂದಿದ್ದರೆ, ರಣವೀರ್ ಸಿಂಗ್ ಯಶಸ್ಸಿನ ಪ್ರಮಾಣ 40% ಇದೆ. — [1222, 909, 1482, 1098]
lead-body-left: ತುಮಕೂರು, ಫೆ. 7- ಸಿದ್ಧಗಂಗಾ ವಸ್ತು ಪ್ರದರ್ಶನದಲ್ಲಿ ಯುವ ಜನರಿಗೆ, ರೈತರಿಗೆ ಮತ್ತು ಸಾರ್ವಜನಿಕರಿಗೆ ಕೆಲವು ಮೂಲ ಮಾಹಿತಿಗಳು ದೊರಕುತ್ತವೆ. ಜನರು ಕುಟುಂಬ ಸಮೇತ ಬಂದು ಇಂತಹ ವಸ್ತು ಪ್ರದರ್ಶನವನ್ನು ನೋಡಿ ಆನಂದಿಸುವುದರ ಜೊತೆಗೆ ಜ್ಞಾನವನ್ನು ಪಡೆದುಕೊಳ್ಳಬೇಕು ಎಂದು ಹೇಳಿದರು. ನಗರದ ಸಿದ್ಧಗಂಗಾ ಮಠದಲ್ಲಿ ಶ್ರೀ ಸಿದ್ಧಲಿಂಗೇಶ್ವರ ಸ್ವಾಮಿ ಜಾತ್ರಾ ಮಹೋತ್ಸವದ ಅಂಗವಾಗಿ ಆಯೋಜಿಸಲಾಗಿರುವ 63ನೇ ಕೃಷಿ ಮತ್ತು ಕೈಗಾರಿಕಾ ವಸ್ತು ಪ್ರದರ್ಶನಕ್ಕೆ ಚಾಲನೆ ನೀಡಿ ಮಾತನಾಡಿದ ಅವರು, ವಸ್ತು ಪ್ರದರ್ಶನದ ಪ್ರತಿ ಮಳಿಗೆಗೂ ಭೇಟಿ ನೀಡಿ ರೈತರಿಗೆ ಉಪಯುಕ್ತ ಮಾಹಿತಿಗಳನ್ನು ಪಡೆದು ಕೊಳ್ಳಬೇಕು. ಹಾಗೂ ಇದು ಒಂದು ಆಕರ್ಷಕ ಕೇಂದ್ರವಾಗಿ ಕಾರ್ಯ ನಿರ್ವಹಿಸುತ್ತಿದೆ ಎಂದರು. ಕಳೆದ ವರ್ಷ ನಾನು ನನ್ನ ಮಕ್ಕಳೊಂದಿಗೆ ವಸ್ತು ಪ್ರದರ್ಶನದ ಪ್ರತಿ ಮಳಿಗೆಗೆ ಭೇಟಿ ನೀಡಿ ಅಲ್ಲಿನ ಮಾಹಿತಿ ತಿಳಿದುಕೊಂಡಿದ್ದೆ. ಸರ್ಕಾರದ ಹಲವು ಇಲಾಖೆಗಳು ಯೋಜನೆಗಳ ಕುರಿತು ಮಾಹಿತಿ ನೀಡುತ್ತಿವೆ. — [48, 551, 637, 681]
ad-address-line1: ಸಿವಿಲ್ ಮತ್ತು ಕೆಎಸ್ಆರ್‌ಟಿಸಿ ಬಸ್ ನಿಲ್ದಾಣ ಸಮೀಪ, — [1193, 1939, 1423, 1954]
column-divider — [941, 1664, 943, 2335]
ad-address-line2: ಬಸವೇಶ್ವರ ರಸ್ತೆ, ತುಮಕೂರು — [1245, 1954, 1371, 1970]
obama-trump-photo — [44, 1586, 393, 1712]
edition: | Sanjevani, Bangalore — [143, 88, 285, 105]
city: ಬೆಂಗಳೂರು — [74, 88, 127, 105]
award-photo — [408, 1671, 704, 2235]
ranveer-headline: ರಣವೀರ್ ದಾಖಲೆ ಮುರಿಯಲಿರುವ ಶಾರುಖ್ — [950, 754, 1353, 787]
